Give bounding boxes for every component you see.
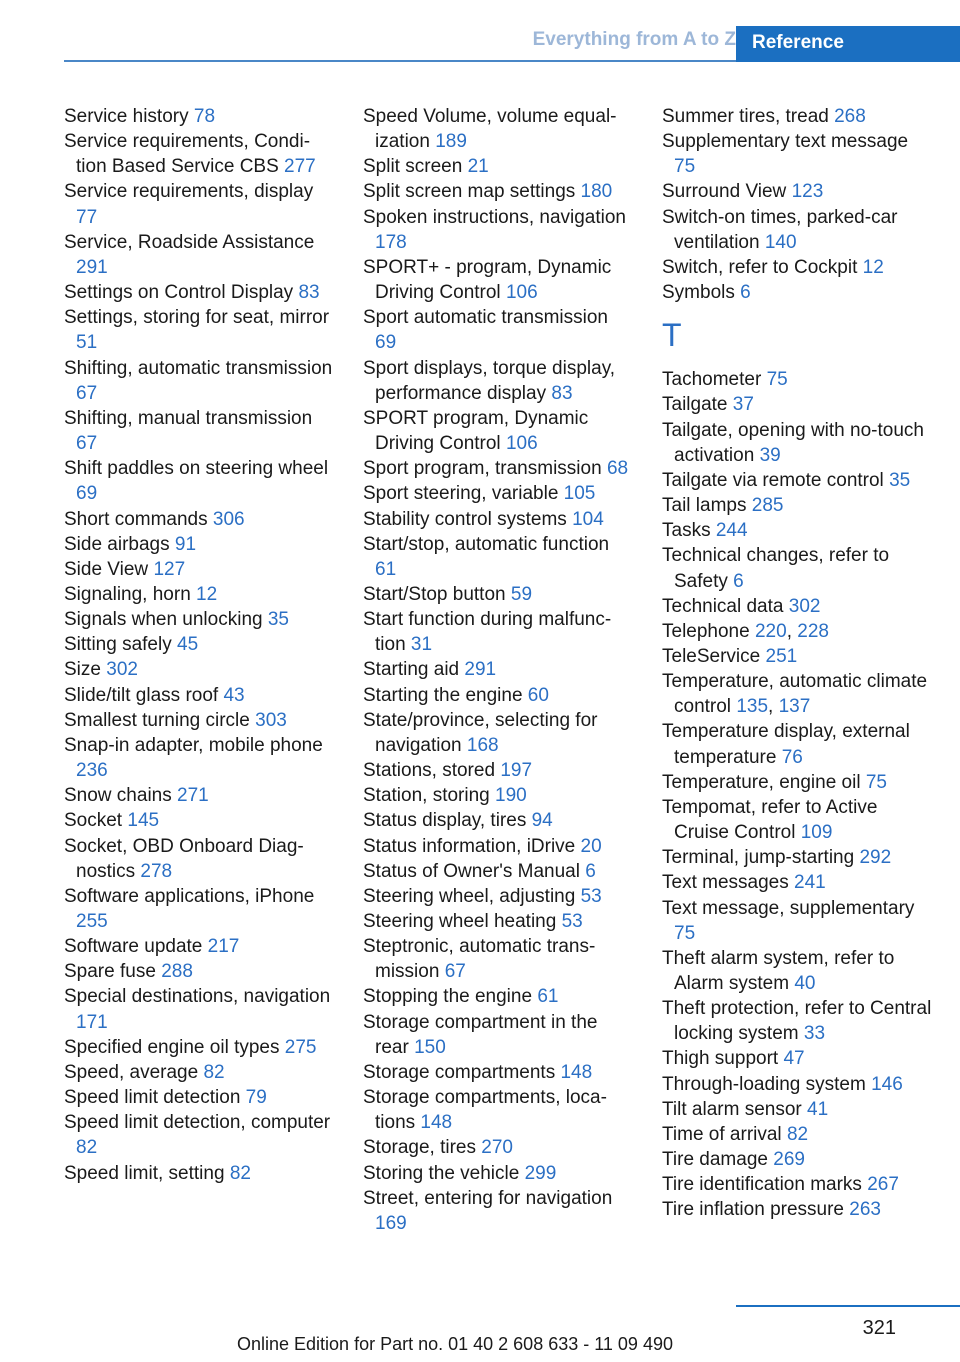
page-reference-link[interactable]: 39 bbox=[759, 444, 781, 466]
index-entry bbox=[363, 708, 633, 758]
index-entry-term: Theft alarm system, refer to Alarm system bbox=[662, 947, 895, 994]
index-entry bbox=[64, 733, 334, 783]
index-entry bbox=[363, 783, 633, 808]
index-entry bbox=[363, 406, 633, 456]
index-entry-term: Starting aid bbox=[363, 659, 460, 681]
index-entry-term: Sport program, transmission bbox=[363, 458, 602, 480]
page-reference-link[interactable]: 302 bbox=[106, 659, 138, 681]
index-entry-term: Thigh support bbox=[662, 1048, 779, 1070]
page-reference-link[interactable]: 76 bbox=[781, 746, 803, 768]
index-entry bbox=[363, 834, 633, 859]
index-column-3 bbox=[662, 104, 932, 1223]
page-reference-link[interactable]: 67 bbox=[76, 382, 98, 404]
index-entry bbox=[662, 644, 932, 669]
page-reference-link[interactable]: 241 bbox=[794, 872, 826, 894]
index-entry-term: Technical data bbox=[662, 595, 784, 617]
index-entry bbox=[662, 493, 932, 518]
page-reference-link[interactable]: 35 bbox=[889, 469, 911, 491]
page-reference-link[interactable]: 302 bbox=[788, 595, 821, 617]
index-entry-term: Spoken instructions, navigation bbox=[363, 206, 626, 228]
index-entry-term: SPORT+ - program, Dynamic Driving Control bbox=[363, 256, 612, 304]
index-entry bbox=[363, 1135, 633, 1160]
page-reference-link[interactable]: 104 bbox=[572, 508, 604, 530]
page-reference-link[interactable]: 255 bbox=[76, 911, 108, 932]
index-entry-term: Status display, tires bbox=[363, 810, 527, 832]
index-entry bbox=[363, 305, 633, 355]
index-entry-term: Tailgate via remote control bbox=[662, 469, 884, 491]
page-reference-link[interactable]: 169 bbox=[375, 1212, 407, 1234]
index-entry bbox=[363, 154, 633, 179]
index-entry bbox=[64, 456, 334, 506]
page-reference-link[interactable]: 59 bbox=[510, 583, 533, 605]
page-reference-link[interactable]: 69 bbox=[76, 483, 98, 505]
page-reference-link[interactable]: 146 bbox=[871, 1073, 903, 1095]
page-reference-link[interactable]: 168 bbox=[466, 734, 499, 756]
index-entry-term: Surround View bbox=[662, 181, 787, 203]
index-entry-term: Tasks bbox=[662, 520, 711, 542]
index-entry-term: Tilt alarm sensor bbox=[662, 1098, 802, 1120]
index-entry-term: Sport displays, torque display, performance display bbox=[363, 357, 616, 404]
page-reference-link[interactable]: 67 bbox=[444, 961, 466, 983]
page-reference-link[interactable]: 106 bbox=[505, 433, 538, 455]
index-entry bbox=[64, 657, 334, 682]
page-reference-link[interactable]: 148 bbox=[560, 1061, 593, 1083]
page-reference-link[interactable]: 31 bbox=[410, 634, 433, 656]
index-entry-term: Speed limit detection bbox=[64, 1087, 241, 1109]
index-entry-term: Tire identification marks bbox=[662, 1174, 862, 1196]
index-entry-term: Sport automatic transmission bbox=[363, 307, 608, 329]
page-reference-link[interactable]: 148 bbox=[420, 1112, 453, 1134]
index-entry bbox=[662, 770, 932, 795]
index-entry bbox=[64, 129, 334, 179]
index-entry-term: Tempomat, refer to Active Cruise Control bbox=[662, 796, 878, 844]
index-entry bbox=[363, 179, 633, 204]
index-entry bbox=[662, 996, 932, 1046]
index-entry bbox=[662, 946, 932, 996]
index-entry bbox=[662, 418, 932, 468]
index-entry-term: Switch, refer to Cockpit bbox=[662, 256, 858, 278]
page-reference-link[interactable]: 75 bbox=[865, 771, 887, 793]
index-entry-term: Service history bbox=[64, 106, 189, 127]
index-entry-term: Settings, storing for seat, mirror bbox=[64, 307, 330, 329]
index-letter-heading: T bbox=[662, 317, 682, 354]
index-entry bbox=[64, 984, 334, 1034]
page-reference-link[interactable]: 82 bbox=[786, 1123, 809, 1145]
index-entry-term: State/province, selecting for navigation bbox=[363, 709, 598, 756]
index-entry bbox=[363, 859, 633, 884]
index-entry bbox=[662, 1072, 932, 1097]
index-entry bbox=[64, 532, 334, 557]
page-reference-link[interactable]: 91 bbox=[174, 533, 197, 555]
index-entry bbox=[363, 657, 633, 682]
index-entry-term: Technical changes, refer to Safety bbox=[662, 545, 890, 592]
index-entry-term: Snap-in adapter, mobile phone bbox=[64, 734, 323, 756]
index-entry-term: Station, storing bbox=[363, 785, 490, 807]
index-entry-term: TeleService bbox=[662, 645, 761, 667]
page-reference-link[interactable]: 178 bbox=[375, 231, 407, 253]
index-entry bbox=[363, 481, 633, 506]
page-reference-link[interactable]: 189 bbox=[435, 131, 467, 153]
index-entry bbox=[64, 406, 334, 456]
index-entry bbox=[64, 356, 334, 406]
index-entry-term: Tailgate bbox=[662, 394, 728, 416]
index-entry-term: Switch-on times, parked-car ventilation bbox=[662, 206, 898, 253]
page-reference-link[interactable]: 137 bbox=[778, 696, 811, 718]
page-reference-link[interactable]: 12 bbox=[862, 256, 884, 278]
page-reference-link[interactable]: 220 bbox=[754, 620, 787, 642]
index-entry bbox=[64, 305, 334, 355]
index-entry bbox=[64, 808, 334, 833]
page-reference-link[interactable]: 306 bbox=[212, 508, 245, 530]
page-reference-link[interactable]: 75 bbox=[674, 922, 696, 944]
page-header bbox=[0, 26, 960, 62]
index-entry-term: Temperature display, external temperature bbox=[662, 721, 910, 768]
index-entry-term: Storage compartment in the rear bbox=[363, 1011, 598, 1058]
index-entry-term: Stopping the engine bbox=[363, 986, 533, 1008]
index-entry bbox=[64, 1161, 334, 1186]
page-number: 321 bbox=[862, 1317, 896, 1339]
index-entry-term: Tachometer bbox=[662, 369, 762, 391]
index-entry bbox=[363, 758, 633, 783]
index-entry bbox=[363, 532, 633, 582]
page-reference-link[interactable]: 140 bbox=[764, 231, 797, 253]
index-entry bbox=[662, 1046, 932, 1071]
index-entry bbox=[64, 834, 334, 884]
page-reference-link[interactable]: 6 bbox=[585, 860, 596, 882]
index-entry bbox=[662, 719, 932, 769]
index-entry bbox=[662, 367, 932, 392]
index-entry-term: Storage compartments bbox=[363, 1061, 556, 1083]
page-reference-link[interactable]: 275 bbox=[284, 1036, 317, 1058]
page-reference-link[interactable]: 82 bbox=[229, 1162, 251, 1184]
index-entry-term: Speed limit detection, computer bbox=[64, 1112, 331, 1134]
page-reference-link[interactable]: 123 bbox=[791, 181, 824, 203]
page-reference-link[interactable]: 78 bbox=[193, 106, 216, 127]
page-reference-link[interactable]: 37 bbox=[732, 394, 754, 416]
page-reference-link[interactable]: 228 bbox=[797, 620, 829, 642]
index-entry-term: Specified engine oil types bbox=[64, 1036, 280, 1058]
page-reference-link[interactable]: 79 bbox=[245, 1087, 267, 1109]
index-entry bbox=[363, 255, 633, 305]
index-entry-term: Settings on Control Display bbox=[64, 282, 294, 304]
index-entry bbox=[363, 205, 633, 255]
index-entry bbox=[64, 104, 334, 129]
page-reference-link[interactable]: 61 bbox=[537, 986, 559, 1008]
index-entry bbox=[662, 1097, 932, 1122]
page-reference-link[interactable]: 105 bbox=[563, 483, 596, 505]
index-entry bbox=[363, 582, 633, 607]
index-entry bbox=[662, 870, 932, 895]
index-entry-term: Side airbags bbox=[64, 533, 170, 555]
page-reference-link[interactable]: 61 bbox=[375, 558, 397, 580]
index-entry bbox=[662, 1197, 932, 1222]
index-entry bbox=[64, 683, 334, 708]
page-reference-link[interactable]: 135 bbox=[736, 696, 769, 718]
index-entry bbox=[662, 518, 932, 543]
page-reference-link[interactable]: 43 bbox=[223, 684, 245, 706]
footer-rule bbox=[736, 1305, 960, 1307]
index-entry-term: Steering wheel, adjusting bbox=[363, 885, 576, 907]
index-entry-term: Steering wheel heating bbox=[363, 911, 557, 932]
index-entry-term: Service, Roadside Assistance bbox=[64, 231, 315, 253]
index-entry-term: Side View bbox=[64, 558, 149, 580]
index-entry-term: Theft protection, refer to Central locking system bbox=[662, 998, 932, 1045]
index-entry-term: Short commands bbox=[64, 508, 208, 530]
index-entry bbox=[662, 1122, 932, 1147]
index-entry bbox=[662, 179, 932, 204]
index-entry bbox=[64, 783, 334, 808]
index-entry-term: Shift paddles on steering wheel bbox=[64, 458, 329, 480]
page-reference-link[interactable]: 20 bbox=[580, 835, 602, 857]
page-reference-link[interactable]: 12 bbox=[196, 583, 218, 605]
page-reference-link[interactable]: 67 bbox=[76, 433, 98, 455]
index-entry-term: Temperature, automatic climate control bbox=[662, 671, 928, 718]
index-entry bbox=[363, 507, 633, 532]
index-entry bbox=[363, 1010, 633, 1060]
page-reference-link[interactable]: 82 bbox=[203, 1061, 225, 1083]
index-entry bbox=[64, 1110, 334, 1160]
index-entry-term: Summer tires, tread bbox=[662, 106, 829, 127]
page-reference-link[interactable]: 6 bbox=[733, 570, 744, 592]
index-entry bbox=[64, 632, 334, 657]
index-entry bbox=[363, 104, 633, 154]
index-entry bbox=[64, 1035, 334, 1060]
page-reference-link[interactable]: 236 bbox=[76, 760, 108, 782]
index-entry-term: Snow chains bbox=[64, 785, 172, 807]
index-entry-term: Telephone bbox=[662, 620, 750, 642]
page-reference-link[interactable]: 244 bbox=[715, 520, 748, 542]
page-reference-link[interactable]: 106 bbox=[505, 282, 538, 304]
page-reference-link[interactable]: 75 bbox=[766, 369, 788, 391]
index-entry bbox=[64, 934, 334, 959]
page-reference-link[interactable]: 109 bbox=[800, 822, 833, 844]
header-tab-reference: Reference bbox=[736, 26, 960, 62]
page-reference-link[interactable]: 263 bbox=[849, 1199, 881, 1221]
page-reference-link[interactable]: 270 bbox=[481, 1137, 513, 1159]
page-reference-link[interactable]: 33 bbox=[803, 1023, 826, 1045]
index-entry-term: Service requirements, display bbox=[64, 181, 314, 203]
page-reference-link[interactable]: 288 bbox=[161, 961, 193, 983]
index-entry-term: Text messages bbox=[662, 872, 789, 894]
page-reference-link[interactable]: 82 bbox=[76, 1137, 98, 1159]
page-reference-link[interactable]: 45 bbox=[177, 634, 199, 656]
edition-footer: Online Edition for Part no. 01 40 2 608 633 - 11 09 490 bbox=[237, 1334, 673, 1354]
index-entry-term: SPORT program, Dynamic Driving Control bbox=[363, 407, 589, 455]
index-entry-term: Stations, stored bbox=[363, 760, 496, 782]
page-reference-link[interactable]: 77 bbox=[76, 206, 98, 228]
index-entry-term: Software update bbox=[64, 936, 203, 958]
index-entry-term: Supplementary text message bbox=[662, 131, 909, 153]
index-entry-term: Socket, OBD Onboard Diagnostics bbox=[64, 835, 304, 882]
index-entry-term: Service requirements, Condition Based Service CBS bbox=[64, 131, 311, 178]
page-reference-link[interactable]: 303 bbox=[255, 709, 287, 731]
page-reference-link[interactable]: 145 bbox=[127, 810, 160, 832]
index-entry: Temperature, automatic climate control 135, 137 bbox=[662, 671, 928, 718]
index-entry bbox=[64, 280, 334, 305]
index-entry bbox=[662, 594, 932, 619]
index-entry bbox=[64, 507, 334, 532]
index-entry-term: Split screen map settings bbox=[363, 181, 576, 203]
page-reference-link[interactable]: 269 bbox=[773, 1149, 805, 1171]
index-entry-term: Shifting, manual transmission bbox=[64, 407, 313, 429]
index-entry-term: Split screen bbox=[363, 156, 463, 178]
index-entry-term: Spare fuse bbox=[64, 961, 156, 983]
page-reference-link[interactable]: 285 bbox=[751, 495, 784, 517]
index-entry-term: Slide/tilt glass roof bbox=[64, 684, 219, 706]
index-entry bbox=[662, 845, 932, 870]
index-entry bbox=[64, 179, 334, 229]
index-entry-term: Software applications, iPhone bbox=[64, 885, 315, 907]
page-reference-link[interactable]: 271 bbox=[177, 785, 209, 807]
page-reference-link[interactable]: 75 bbox=[674, 156, 696, 178]
page-reference-link[interactable]: 277 bbox=[284, 156, 316, 178]
page-reference-link[interactable]: 53 bbox=[580, 885, 602, 907]
index-entry bbox=[662, 104, 932, 129]
page-reference-link[interactable]: 41 bbox=[807, 1098, 829, 1120]
index-entry-term: Temperature, engine oil bbox=[662, 771, 861, 793]
index-entry bbox=[363, 1060, 633, 1085]
page-reference-link[interactable]: 251 bbox=[765, 645, 798, 667]
page-reference-link[interactable]: 60 bbox=[527, 684, 549, 706]
page-reference-link[interactable]: 83 bbox=[298, 282, 320, 304]
index-entry bbox=[363, 683, 633, 708]
index-entry bbox=[64, 1060, 334, 1085]
index-column-2 bbox=[363, 104, 633, 1236]
index-entry-term: Storing the vehicle bbox=[363, 1162, 520, 1184]
index-entry bbox=[64, 607, 334, 632]
page-reference-link[interactable]: 83 bbox=[551, 382, 573, 404]
index-entry bbox=[662, 795, 932, 845]
page-reference-link[interactable]: 267 bbox=[867, 1174, 899, 1196]
page-reference-link[interactable]: 190 bbox=[495, 785, 527, 807]
index-entry bbox=[662, 392, 932, 417]
index-entry bbox=[363, 934, 633, 984]
index-entry-term: Signals when unlocking bbox=[64, 609, 263, 631]
index-entry bbox=[363, 884, 633, 909]
index-entry bbox=[64, 230, 334, 280]
index-entry bbox=[363, 909, 633, 934]
index-entry bbox=[363, 1085, 633, 1135]
index-entry bbox=[363, 1161, 633, 1186]
index-entry-term: Start/stop, automatic function bbox=[363, 533, 610, 555]
index-entry bbox=[363, 808, 633, 833]
page-reference-link[interactable]: 53 bbox=[561, 911, 583, 932]
index-entry bbox=[662, 129, 932, 179]
index-entry-term: Signaling, horn bbox=[64, 583, 191, 605]
index-entry-term: Terminal, jump-starting bbox=[662, 847, 855, 869]
index-entry-term: Status information, iDrive bbox=[363, 835, 576, 857]
page-reference-link[interactable]: 47 bbox=[783, 1048, 805, 1070]
index-entry bbox=[662, 280, 932, 305]
page-reference-link[interactable]: 68 bbox=[606, 458, 629, 480]
index-entry-term: Size bbox=[64, 659, 101, 681]
index-entry-term: Steptronic, automatic transmission bbox=[363, 936, 596, 983]
index-entry: Telephone 220, 228 bbox=[662, 620, 829, 642]
page-reference-link[interactable]: 51 bbox=[76, 332, 98, 354]
index-entry-term: Smallest turning circle bbox=[64, 709, 250, 731]
index-entry-term: Start/Stop button bbox=[363, 583, 506, 605]
index-entry-term: Tail lamps bbox=[662, 495, 747, 517]
page-reference-link[interactable]: 69 bbox=[375, 332, 397, 354]
index-entry bbox=[363, 1186, 633, 1236]
index-entry bbox=[363, 356, 633, 406]
index-entry-term: Tire damage bbox=[662, 1149, 768, 1171]
index-entry-term: Storage, tires bbox=[363, 1137, 476, 1159]
page-reference-link[interactable]: 291 bbox=[464, 659, 497, 681]
page-reference-link[interactable]: 6 bbox=[740, 282, 751, 304]
index-entry-term: Text message, supplementary bbox=[662, 897, 915, 919]
index-entry bbox=[662, 468, 932, 493]
index-entry-term: Status of Owner's Manual bbox=[363, 860, 580, 882]
index-entry bbox=[64, 959, 334, 984]
index-entry bbox=[64, 557, 334, 582]
index-entry-term: Speed, average bbox=[64, 1061, 199, 1083]
index-entry bbox=[64, 582, 334, 607]
index-entry-term: Speed Volume, volume equalization bbox=[363, 106, 617, 153]
page-reference-link[interactable]: 217 bbox=[207, 936, 240, 958]
index-entry bbox=[363, 984, 633, 1009]
page-reference-link[interactable]: 291 bbox=[76, 256, 108, 278]
page-reference-link[interactable]: 171 bbox=[76, 1011, 108, 1033]
page-reference-link[interactable]: 278 bbox=[140, 860, 173, 882]
index-entry-term: Starting the engine bbox=[363, 684, 523, 706]
page-reference-link[interactable]: 180 bbox=[580, 181, 613, 203]
index-entry bbox=[662, 543, 932, 593]
page-reference-link[interactable]: 21 bbox=[467, 156, 489, 178]
page-reference-link[interactable]: 150 bbox=[414, 1036, 446, 1058]
page-reference-link[interactable]: 299 bbox=[524, 1162, 557, 1184]
index-entry bbox=[363, 607, 633, 657]
index-column-1 bbox=[64, 104, 334, 1186]
index-entry bbox=[64, 884, 334, 934]
page-reference-link[interactable]: 292 bbox=[859, 847, 892, 869]
page-reference-link[interactable]: 127 bbox=[153, 558, 186, 580]
index-entry bbox=[363, 456, 633, 481]
index-entry-term: Stability control systems bbox=[363, 508, 567, 530]
index-entry bbox=[662, 1147, 932, 1172]
index-entry bbox=[64, 708, 334, 733]
index-entry bbox=[662, 205, 932, 255]
page-reference-link[interactable]: 94 bbox=[531, 810, 553, 832]
index-entry-term: Start function during malfunction bbox=[363, 609, 612, 656]
index-entry-term: Tire inflation pressure bbox=[662, 1199, 844, 1221]
index-entry bbox=[662, 1172, 932, 1197]
page-reference-link[interactable]: 197 bbox=[500, 760, 533, 782]
index-entry-term: Socket bbox=[64, 810, 123, 832]
index-entry-term: Through-loading system bbox=[662, 1073, 866, 1095]
index-entry-term: Time of arrival bbox=[662, 1123, 782, 1145]
index-entry-term: Street, entering for navigation bbox=[363, 1187, 613, 1209]
page-reference-link[interactable]: 268 bbox=[834, 106, 866, 127]
page-reference-link[interactable]: 35 bbox=[267, 609, 289, 631]
index-entry bbox=[64, 1085, 334, 1110]
index-entry bbox=[662, 255, 932, 280]
index-entry-term: Speed limit, setting bbox=[64, 1162, 225, 1184]
header-section-title: Everything from A to Z bbox=[532, 29, 736, 50]
index-entry-term: Symbols bbox=[662, 282, 735, 304]
index-entry-term: Tailgate, opening with no-touch activation bbox=[662, 419, 924, 466]
page-reference-link[interactable]: 40 bbox=[794, 973, 816, 994]
index-entry bbox=[662, 896, 932, 946]
index-entry-term: Sitting safely bbox=[64, 634, 172, 656]
index-entry-term: Shifting, automatic transmission bbox=[64, 357, 333, 379]
index-entry-term: Sport steering, variable bbox=[363, 483, 559, 505]
index-entry-term: Storage compartments, locations bbox=[363, 1087, 607, 1134]
index-entry-term: Special destinations, navigation bbox=[64, 986, 331, 1008]
